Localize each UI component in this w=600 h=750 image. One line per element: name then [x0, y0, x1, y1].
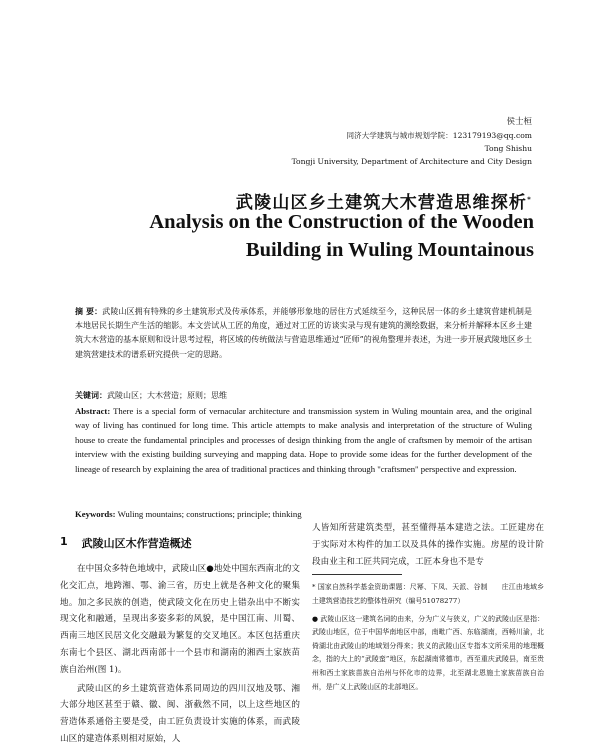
- author-name-en: Tong Shishu: [484, 144, 532, 153]
- abstract-cn-label: 摘 要：: [75, 307, 103, 316]
- body-paragraph-continued: 人皆知所营建筑类型，甚至懂得基本建造之法。工匠建房在于实际对木构件的加工以及具体的操作实施。房屋的设计阶段由业主和工匠共同完成，工匠本身也不是专: [312, 523, 544, 567]
- footnote-funding: * 国家自然科学基金资助课题：尺幂、下凤、天派、谷制 庄江由地域乡土建筑营造技艺的整体性研究（编号51078277）: [312, 583, 544, 605]
- section-number: 1: [60, 535, 68, 548]
- author-block: [292, 116, 532, 168]
- footnote-divider: [312, 574, 402, 575]
- section-title: 武陵山区木作营造概述: [81, 537, 192, 550]
- abstract-en-text: There is a special form of vernacular architecture and transmission system in Wuling mountain area, and the original way of living has continued for long time. This article attempts to make analysis and interpretation of the structure of Wuling house to create the fundamental principles and processes of design thinking from the angle of craftsmen by memoir of the artisan interview with the existing building surveying and mapping data. Hope to provide some ideas for the further development of the lineage of research by explaining the area of traditional practices and thinking through "craftsmen" perspective and expression.: [75, 406, 532, 474]
- keywords-cn-text: 武陵山区；大木营造；原则；思维: [107, 391, 227, 400]
- keywords-cn-label: 关键词：: [75, 391, 107, 400]
- abstract-cn-text: 武陵山区拥有特殊的乡土建筑形式及传承体系，并能够形象地的居住方式延续至今，这种民居一体的乡土建筑营建机制是本地居民长期生产生活的缩影。本文尝试从工匠的角度，通过对工匠的访谈实录与现有建筑的测绘数据，来分析并解释本区乡土建筑大木营造的基本原则和设计思考过程，将区域的传统做法与营造思维通过“匠师”的视角整理并表述，为进一步开展武陵地区乡土建筑营建技术的谱系研究提供一定的思路。: [75, 307, 532, 359]
- keywords-en: [75, 508, 532, 520]
- author-affiliation-en: Tongji University, Department of Architecture and City Design: [291, 157, 532, 166]
- abstract-en: [75, 404, 532, 476]
- right-column: [312, 520, 544, 698]
- abstract-en-label: Abstract:: [75, 406, 111, 416]
- keywords-en-text: Wuling mountains; constructions; principle; thinking: [117, 509, 302, 519]
- title-en: Analysis on the Construction of the Wooden Building in Wuling Mountainous: [149, 211, 534, 261]
- keywords-en-label: Keywords:: [75, 509, 116, 519]
- keywords-cn: [75, 390, 532, 402]
- title-cn-text: 武陵山区乡土建筑大木营造思维探析: [235, 193, 528, 213]
- left-column: [60, 535, 300, 750]
- section-heading: [60, 535, 300, 551]
- body-paragraph: 在中国众多特色地域中，武陵山区●地处中国东西南北的文化交汇点，地跨湘、鄂、渝三省，历史上就是各种文化的聚集地。加之多民族的创造，使武陵文化在历史上错杂出中不断实现文化和融通，呈现出多姿多彩的风貌，是中国江南、川蜀、西南三地区民居文化交融最为繁复的交叉地区。本区包括重庆东南七个县区、湖北西南部十一个县市和湖南的湘西土家族苗族自治州(图 1)。: [60, 564, 300, 675]
- title-footnote-mark: *: [527, 195, 532, 204]
- author-name-cn: 侯士桓: [506, 117, 532, 127]
- footnote-region: ● 武陵山区这一建筑名词的由来，分为广义与狭义，广义的武陵山区是指：武陵山地区，位于中国华南地区中部，南毗广西、东临湖南，西畅川渝，北倚湖北由武陵山的地域划分得来；狭义的武陵山区专指本文所采用的地理概念，指的大上的“武陵蛮”地区，东起湖南常德市，西至重庆武陵县，南至贵州和西土家族苗族自治州与怀化市的边界，北至湖北恩施土家族苗族自治州，是广义上武陵山区的北部地区。: [312, 614, 544, 691]
- abstract-cn: [75, 305, 532, 362]
- author-affiliation-email: 同济大学建筑与城市规划学院：123179193@qq.com: [346, 131, 532, 140]
- body-paragraph: 武陵山区的乡土建筑营造体系同周边的四川汉地及鄂、湘大部分地区甚至于赣、徽、闽、浙截然不同，以上这些地区的营造体系通俗主要是受，由工匠负责设计实施的体系，而武陵山区的建造体系则相对原始，人: [60, 683, 300, 744]
